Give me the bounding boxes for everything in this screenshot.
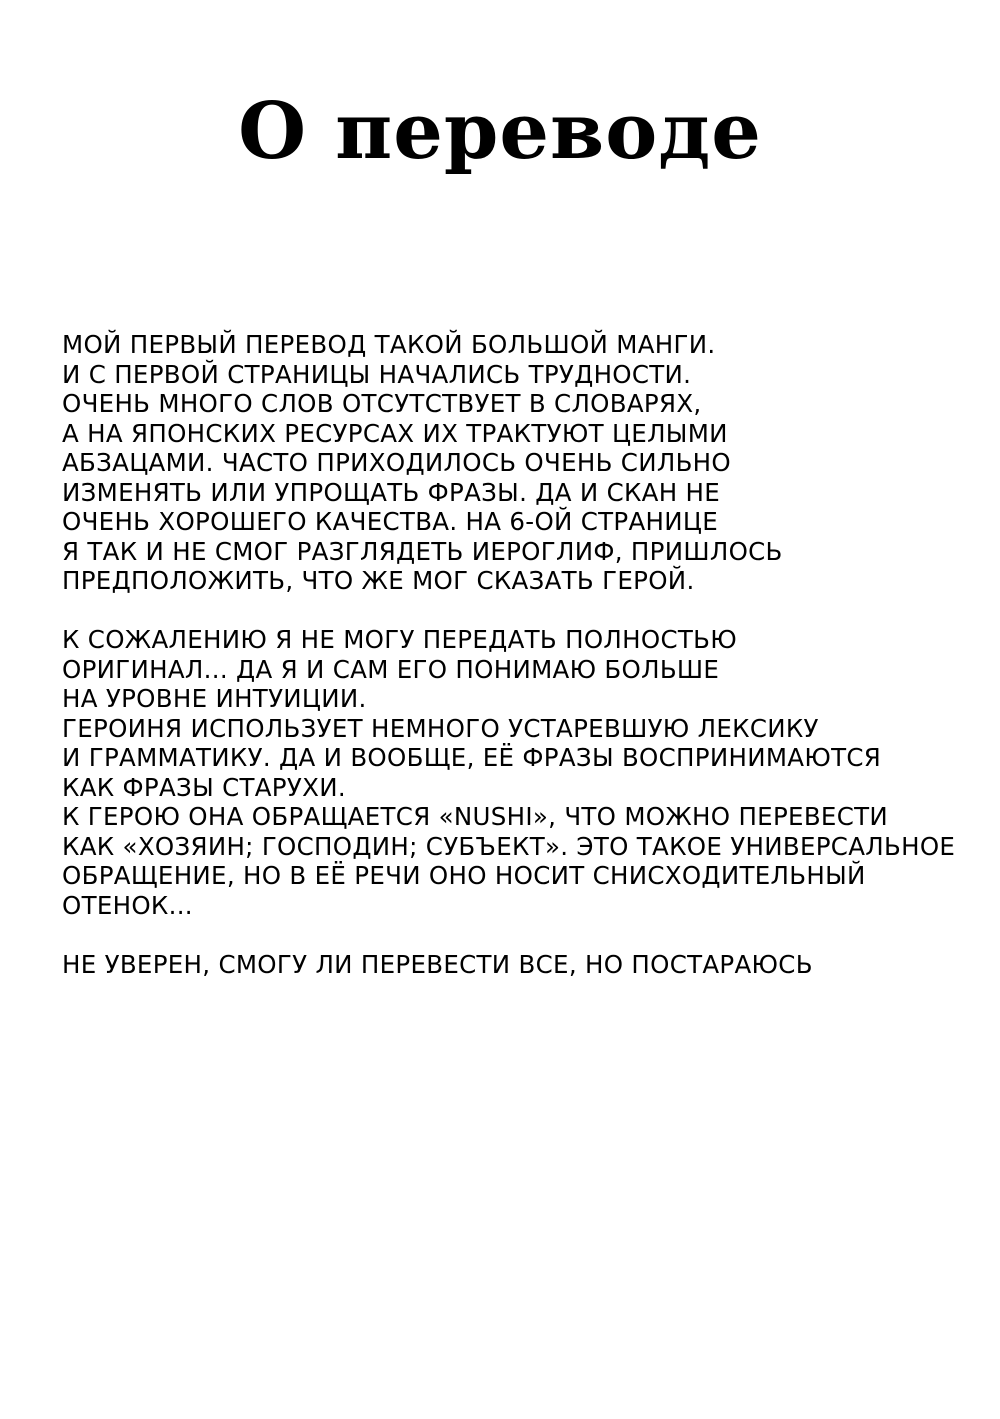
text-line: ОЧЕНЬ МНОГО СЛОВ ОТСУТСТВУЕТ В СЛОВАРЯХ, [62, 389, 702, 418]
text-line: ИЗМЕНЯТЬ ИЛИ УПРОЩАТЬ ФРАЗЫ. ДА И СКАН НЕ [62, 477, 721, 507]
text-line: КАК «ХОЗЯИН; ГОСПОДИН; СУБЪЕКТ». ЭТО ТАКОЕ УНИВЕРСАЛЬНОЕ [62, 831, 956, 861]
text-line: ОБРАЩЕНИЕ, НО В ЕЁ РЕЧИ ОНО НОСИТ СНИСХОДИТЕЛЬНЫЙ [62, 861, 866, 890]
text-line: КАК ФРАЗЫ СТАРУХИ. [62, 772, 346, 802]
body-text [62, 330, 982, 1009]
text-line: МОЙ ПЕРВЫЙ ПЕРЕВОД ТАКОЙ БОЛЬШОЙ МАНГИ. [62, 330, 716, 359]
paragraph-2 [62, 625, 982, 920]
text-line: НЕ УВЕРЕН, СМОГУ ЛИ ПЕРЕВЕСТИ ВСЕ, НО ПОСТАРАЮСЬ [62, 949, 813, 979]
text-line: К ГЕРОЮ ОНА ОБРАЩАЕТСЯ «NUSHI», ЧТО МОЖНО ПЕРЕВЕСТИ [62, 802, 889, 831]
page-title: О переводе [238, 86, 762, 177]
text-line: АБЗАЦАМИ. ЧАСТО ПРИХОДИЛОСЬ ОЧЕНЬ СИЛЬНО [62, 448, 731, 477]
text-line: Я ТАК И НЕ СМОГ РАЗГЛЯДЕТЬ ИЕРОГЛИФ, ПРИШЛОСЬ [62, 536, 783, 566]
text-line: ГЕРОИНЯ ИСПОЛЬЗУЕТ НЕМНОГО УСТАРЕВШУЮ ЛЕКСИКУ [62, 713, 819, 743]
paragraph-1 [62, 330, 982, 596]
text-line: И С ПЕРВОЙ СТРАНИЦЫ НАЧАЛИСЬ ТРУДНОСТИ. [62, 359, 692, 389]
text-line: А НА ЯПОНСКИХ РЕСУРСАХ ИХ ТРАКТУЮТ ЦЕЛЫМИ [62, 418, 728, 448]
paragraph-3 [62, 950, 982, 980]
text-line: ОРИГИНАЛ... ДА Я И САМ ЕГО ПОНИМАЮ БОЛЬШЕ [62, 654, 720, 684]
text-line: НА УРОВНЕ ИНТУИЦИИ. [62, 684, 367, 713]
text-line: И ГРАММАТИКУ. ДА И ВООБЩЕ, ЕЁ ФРАЗЫ ВОСПРИНИМАЮТСЯ [62, 743, 882, 772]
text-line: К СОЖАЛЕНИЮ Я НЕ МОГУ ПЕРЕДАТЬ ПОЛНОСТЬЮ [62, 625, 737, 654]
text-line: ОЧЕНЬ ХОРОШЕГО КАЧЕСТВА. НА 6-ОЙ СТРАНИЦЕ [62, 507, 718, 536]
text-line: ПРЕДПОЛОЖИТЬ, ЧТО ЖЕ МОГ СКАЗАТЬ ГЕРОЙ. [62, 566, 695, 595]
text-line: ОТЕНОК... [62, 890, 193, 920]
